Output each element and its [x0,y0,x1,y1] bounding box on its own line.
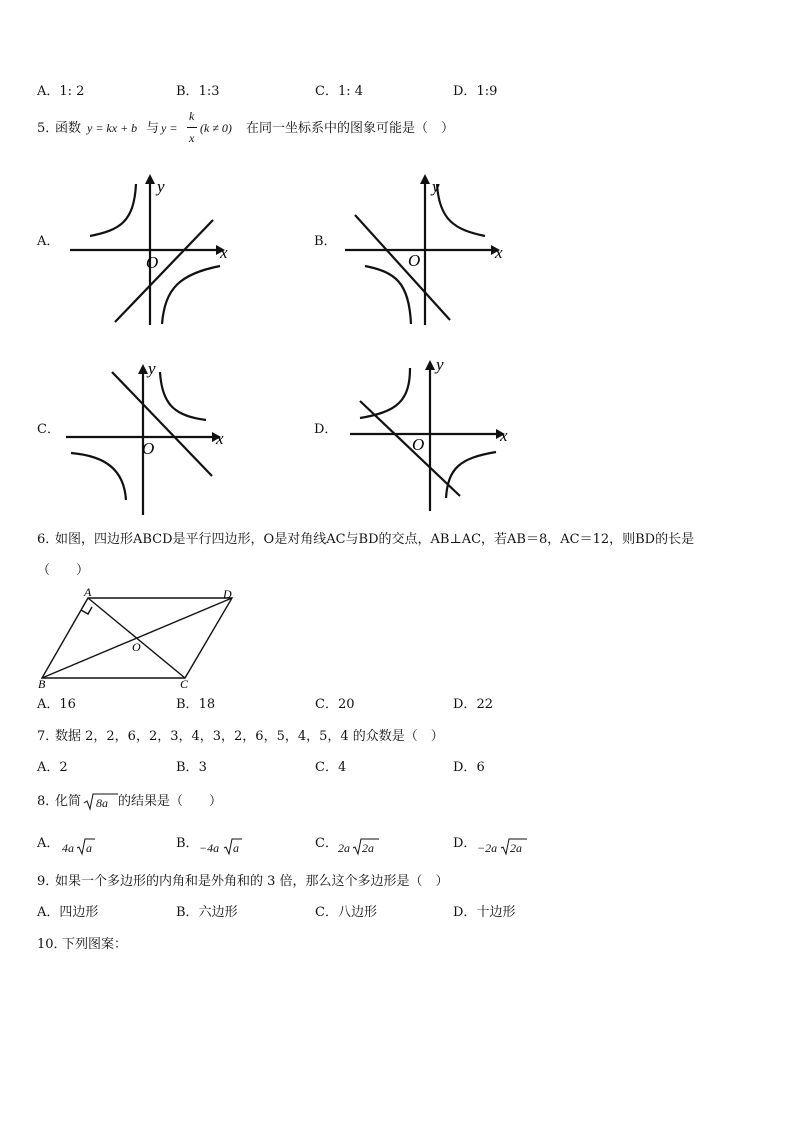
q8-option-a-rad: a [86,841,92,855]
q7-number: 7． [37,729,59,744]
q6-number: 6． [37,532,59,547]
q4-option-d: D．1:9 [453,84,498,99]
q8-suffix: 的结果是（ ） [118,794,223,809]
q8-option-a-coef: 4a [62,841,74,855]
diagonal-bd [42,598,232,678]
q5-func1: y = kx + b [87,121,138,135]
q5-graph-b-label: B． [314,234,337,249]
point-d-label: D [223,587,232,601]
q6-option-a: A．16 [37,697,76,712]
axis-y-label: y [157,177,165,196]
q10-number: 10． [37,937,67,952]
axis-y-label: y [436,355,444,374]
q8-option-c-letter: C． [315,836,338,851]
q7-option-b: B．3 [176,760,207,775]
origin-label: O [142,439,155,458]
q7-option-c: C．4 [315,760,347,775]
q5-graph-c-label: C． [37,422,60,437]
point-a-label: A [84,585,92,599]
hyperbola-branch-lower-right [162,266,220,324]
q6-option-c: C．20 [315,697,355,712]
q4-option-a: A．1: 2 [37,84,85,99]
hyperbola-branch-upper-left [90,184,136,236]
q5-graph-d-label: D． [314,422,338,437]
q8-option-d-letter: D． [453,836,477,851]
q5-graph-b [345,170,510,330]
axis-y-label: y [148,359,156,378]
q10-stem: 下列图案： [62,937,128,952]
q5-suffix: 在同一坐标系中的图象可能是（ ） [246,121,455,136]
q9-option-b: B．六边形 [176,905,238,920]
hyperbola-branch-upper-right [437,184,485,236]
q8-radicand: 8a [96,796,108,810]
q9-option-c: C．八边形 [315,905,377,920]
hyperbola-branch-lower-left [365,266,411,324]
q6-option-b: B．18 [176,697,216,712]
q8-option-b-letter: B． [176,836,199,851]
q4-option-c: C．1: 4 [315,84,364,99]
q8-option-c-coef: 2a [338,841,350,855]
q7-option-a: A．2 [37,760,68,775]
y-arrow [425,360,435,370]
q6-stem: 如图，四边形ABCD是平行四边形，O是对角线AC与BD的交点，AB⊥AC，若AB＝8，AC＝12，则BD的长是 [55,532,695,547]
q6-parallelogram-figure [30,585,245,690]
q9-stem: 如果一个多边形的内角和是外角和的 3 倍，那么这个多边形是（ ） [55,874,449,889]
q4-option-b: B．1:3 [176,84,220,99]
q9-option-a: A．四边形 [37,905,99,920]
hyperbola-branch-upper-right [160,372,206,420]
axis-x-label: x [495,243,503,262]
q8-option-a-letter: A． [37,836,60,851]
q8-option-d-rad: 2a [510,841,522,855]
q5-frac-denominator: x [189,131,195,145]
q5-graph-a [70,170,235,330]
q8-option-d-coef: −2a [477,841,498,855]
q5-condition: (k ≠ 0) [200,121,232,135]
q8-option-b-rad: a [233,841,239,855]
q9-number: 9． [37,874,59,889]
y-arrow [420,174,430,184]
point-c-label: C [180,677,189,691]
hyperbola-branch-upper-left [360,368,410,418]
origin-label: O [412,435,425,454]
axis-x-label: x [220,243,228,262]
q7-stem: 数据 2，2，6，2，3，4，3，2，6，5，4，5，4 的众数是（ ） [55,729,444,744]
point-b-label: B [38,677,46,691]
axis-x-label: x [216,429,224,448]
origin-label: O [146,253,159,272]
q8-prefix: 化简 [55,794,82,809]
point-o-label: O [132,640,141,654]
q8-option-c-rad: 2a [362,841,374,855]
y-arrow [145,174,155,184]
q6-blank: （ ） [37,563,90,578]
q8-option-b-coef: −4a [199,841,220,855]
q6-option-d: D．22 [453,697,493,712]
q5-prefix: 函数 [55,121,82,136]
q5-frac-bar [187,127,197,128]
q5-func2-lhs: y = [161,121,178,135]
origin-label: O [408,251,421,270]
q5-graph-c [66,360,231,520]
q5-graph-d [350,356,515,516]
q5-connector: 与 [146,121,160,136]
q5-frac-numerator: k [189,109,195,123]
q5-graph-a-label: A． [37,234,60,249]
q9-option-d: D．十边形 [453,905,516,920]
hyperbola-branch-lower-left [71,453,126,500]
q5-number: 5． [37,121,59,136]
axis-y-label: y [432,177,440,196]
q8-number: 8． [37,794,59,809]
axis-x-label: x [500,426,508,445]
q7-option-d: D．6 [453,760,485,775]
line-ykx-b [360,401,460,496]
y-arrow [138,364,148,374]
